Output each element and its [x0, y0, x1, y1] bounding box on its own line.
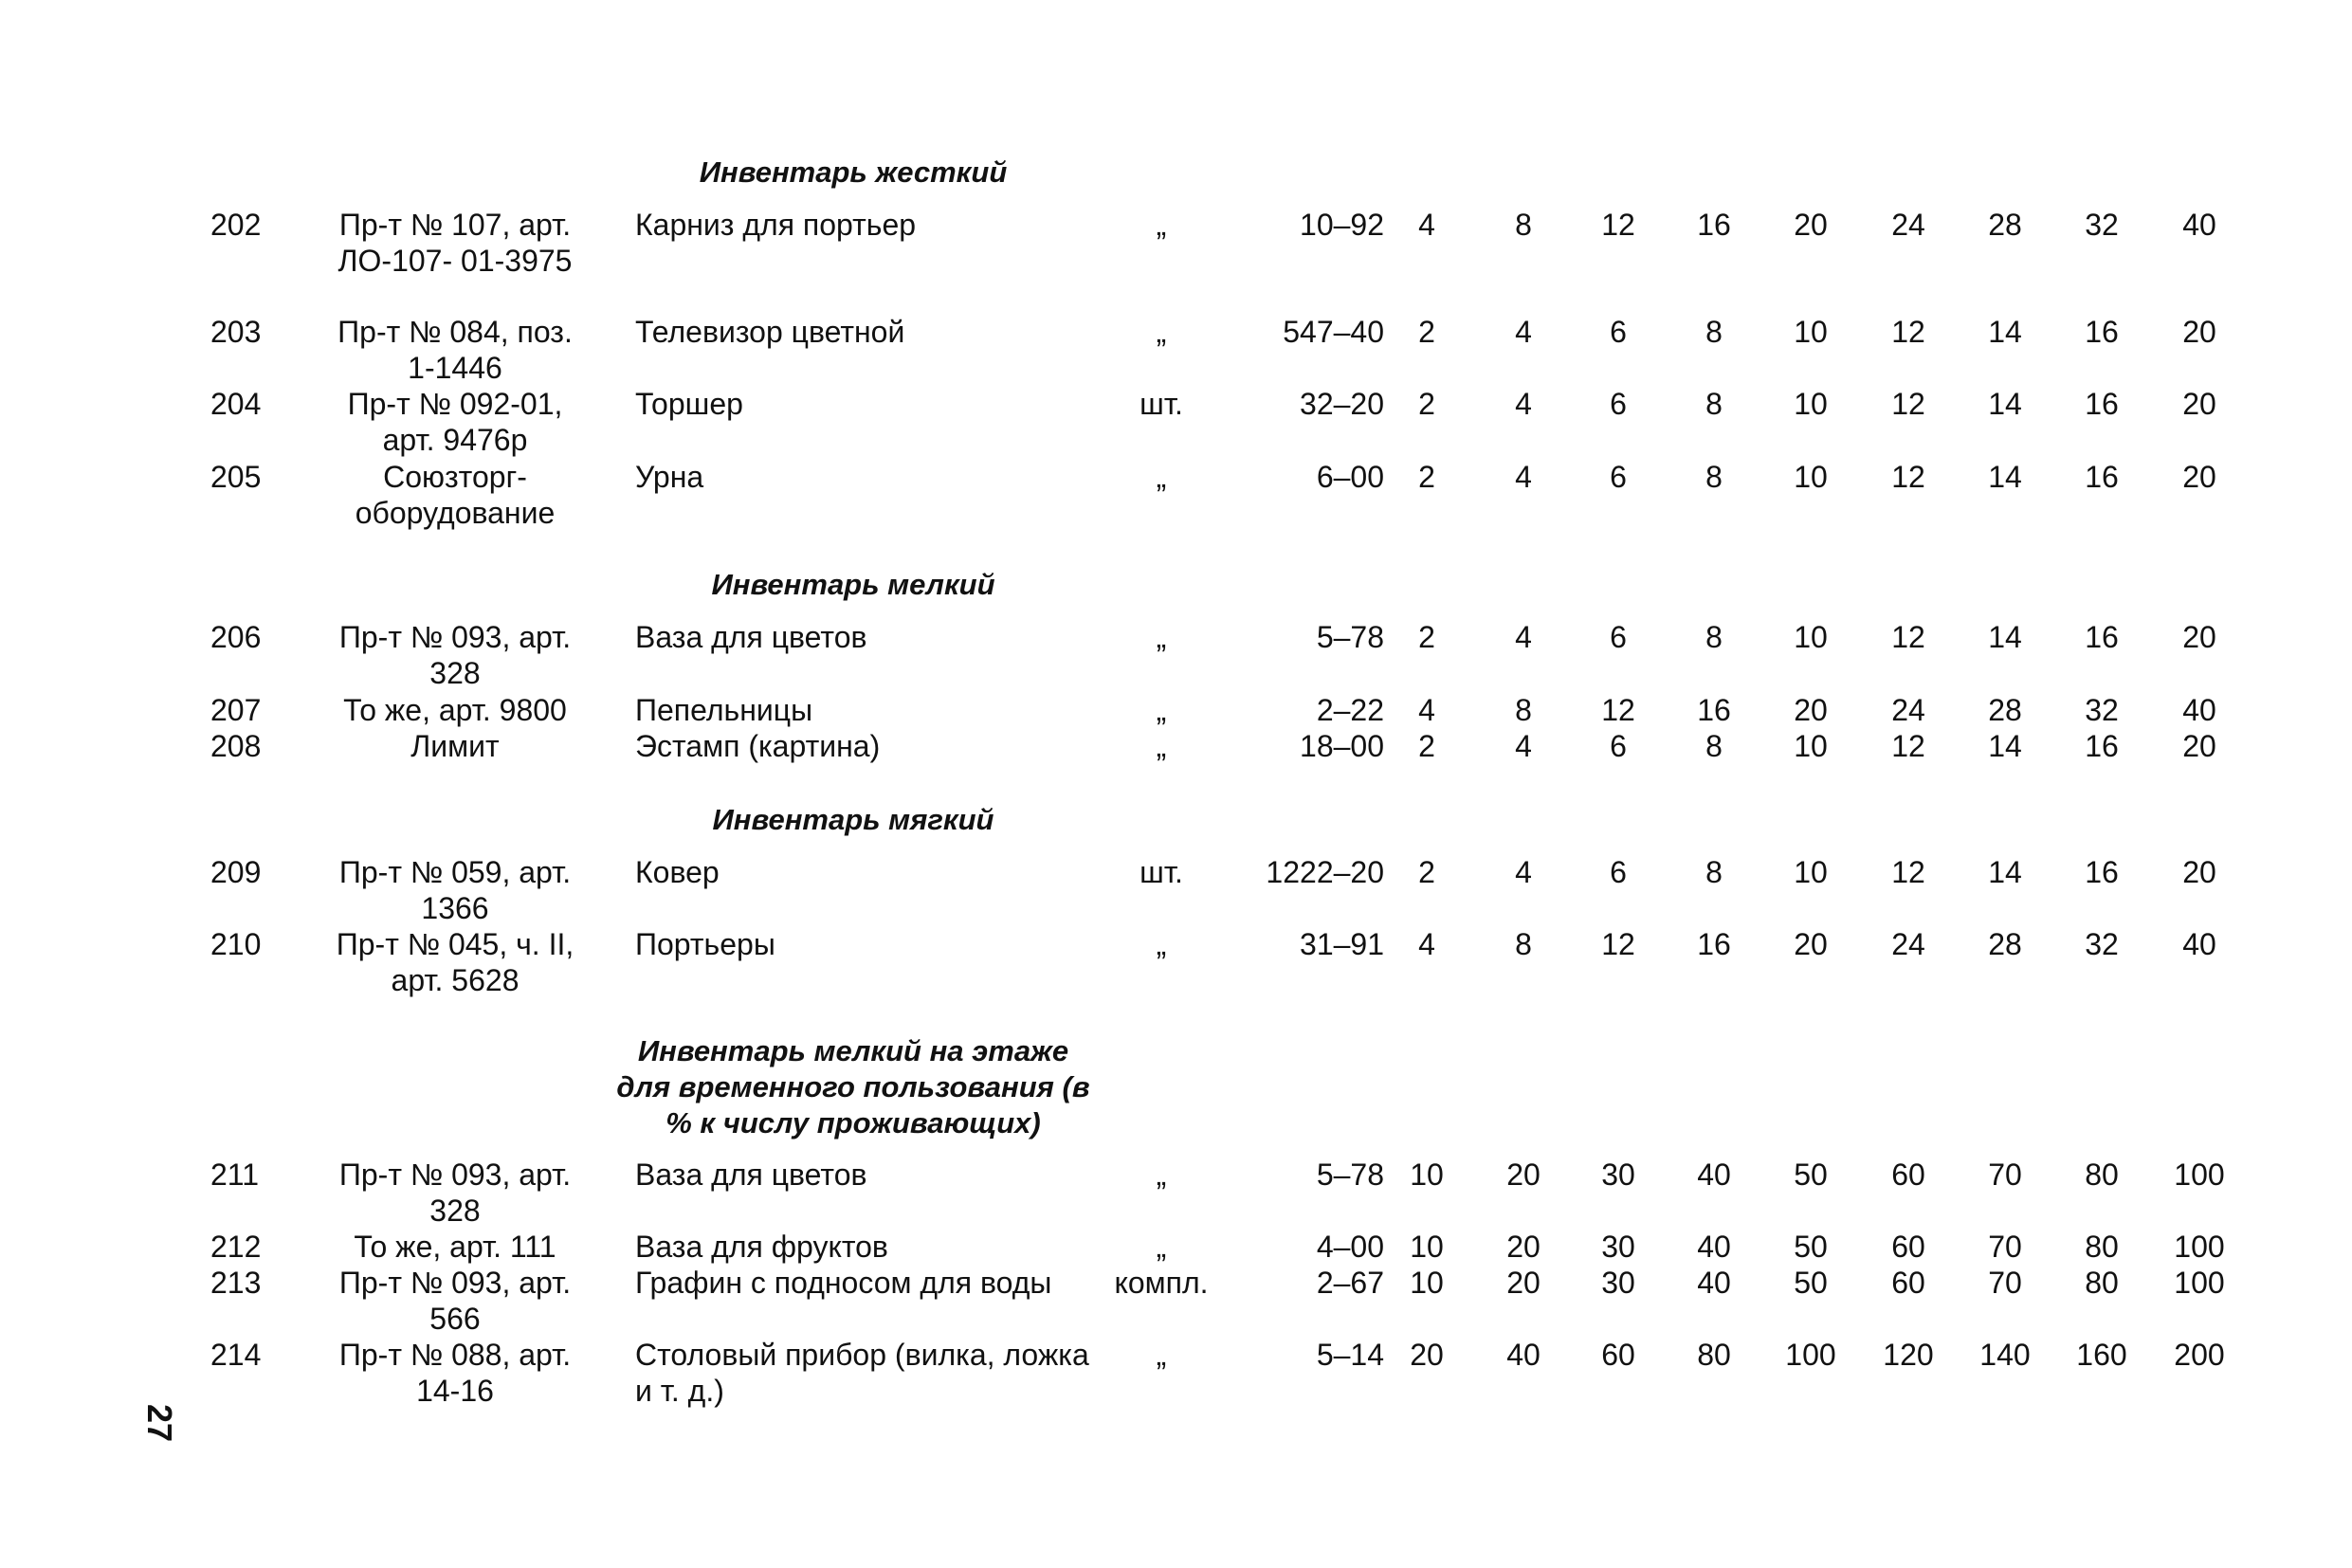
- row-quantity: 20: [2182, 315, 2216, 349]
- row-price: 4–00: [1316, 1230, 1384, 1264]
- row-quantity: 24: [1891, 927, 1925, 961]
- row-quantity: 60: [1891, 1158, 1925, 1192]
- row-quantity: 50: [1794, 1158, 1828, 1192]
- row-quantity: 32: [2085, 927, 2119, 961]
- row-unit: „: [1156, 620, 1167, 654]
- row-quantity: 8: [1705, 729, 1723, 763]
- row-quantity: 10: [1410, 1266, 1444, 1300]
- row-unit: компл.: [1114, 1266, 1209, 1300]
- row-item-name: Пепельницы: [635, 693, 813, 727]
- row-quantity: 40: [1697, 1230, 1731, 1264]
- section-title: Инвентарь мягкий: [712, 803, 994, 836]
- row-number: 212: [210, 1230, 262, 1264]
- row-quantity: 2: [1418, 387, 1435, 421]
- row-quantity: 6: [1610, 620, 1627, 654]
- row-quantity: 12: [1891, 729, 1925, 763]
- row-quantity: 60: [1891, 1230, 1925, 1264]
- row-unit: шт.: [1140, 387, 1183, 421]
- row-quantity: 16: [1697, 927, 1731, 961]
- row-unit: шт.: [1140, 855, 1183, 889]
- row-item-name: Ваза для цветов: [635, 1158, 867, 1192]
- row-quantity: 4: [1515, 315, 1532, 349]
- row-quantity: 2: [1418, 729, 1435, 763]
- row-quantity: 8: [1515, 208, 1532, 242]
- row-quantity: 24: [1891, 693, 1925, 727]
- row-quantity: 2: [1418, 460, 1435, 494]
- row-quantity: 50: [1794, 1230, 1828, 1264]
- row-source: Союзторг- оборудование: [355, 460, 556, 530]
- row-quantity: 100: [2174, 1266, 2225, 1300]
- row-price: 547–40: [1283, 315, 1384, 349]
- row-quantity: 4: [1418, 693, 1435, 727]
- page-number: 27: [140, 1403, 180, 1443]
- row-source: Пр-т № 093, арт. 566: [338, 1266, 572, 1336]
- row-quantity: 8: [1515, 927, 1532, 961]
- row-quantity: 8: [1705, 855, 1723, 889]
- row-price: 5–78: [1316, 620, 1384, 654]
- row-number: 208: [210, 729, 262, 763]
- row-quantity: 30: [1601, 1266, 1635, 1300]
- row-quantity: 30: [1601, 1158, 1635, 1192]
- row-quantity: 32: [2085, 208, 2119, 242]
- row-quantity: 10: [1794, 315, 1828, 349]
- row-quantity: 100: [1785, 1338, 1836, 1372]
- row-quantity: 60: [1891, 1266, 1925, 1300]
- row-quantity: 100: [2174, 1158, 2225, 1192]
- row-quantity: 12: [1891, 855, 1925, 889]
- row-quantity: 4: [1418, 927, 1435, 961]
- row-quantity: 120: [1883, 1338, 1934, 1372]
- row-quantity: 14: [1988, 620, 2022, 654]
- row-unit: „: [1156, 1230, 1167, 1264]
- row-quantity: 20: [2182, 460, 2216, 494]
- row-quantity: 200: [2174, 1338, 2225, 1372]
- row-price: 1222–20: [1266, 855, 1384, 889]
- row-quantity: 28: [1988, 208, 2022, 242]
- row-quantity: 6: [1610, 855, 1627, 889]
- row-quantity: 6: [1610, 729, 1627, 763]
- row-unit: „: [1156, 460, 1167, 494]
- row-item-name: Торшер: [635, 387, 743, 421]
- row-quantity: 12: [1891, 315, 1925, 349]
- row-quantity: 140: [1979, 1338, 2031, 1372]
- row-quantity: 2: [1418, 620, 1435, 654]
- row-quantity: 20: [1410, 1338, 1444, 1372]
- row-price: 5–78: [1316, 1158, 1384, 1192]
- row-quantity: 20: [1506, 1266, 1541, 1300]
- row-item-name: Столовый прибор (вилка, ложка и т. д.): [635, 1338, 1089, 1408]
- row-price: 2–67: [1316, 1266, 1384, 1300]
- row-quantity: 70: [1988, 1230, 2022, 1264]
- row-quantity: 16: [2085, 315, 2119, 349]
- row-price: 31–91: [1300, 927, 1384, 961]
- row-quantity: 16: [2085, 620, 2119, 654]
- row-quantity: 20: [1506, 1158, 1541, 1192]
- row-price: 6–00: [1316, 460, 1384, 494]
- row-quantity: 20: [2182, 729, 2216, 763]
- row-quantity: 12: [1601, 693, 1635, 727]
- row-quantity: 20: [1506, 1230, 1541, 1264]
- row-quantity: 6: [1610, 460, 1627, 494]
- row-quantity: 30: [1601, 1230, 1635, 1264]
- row-quantity: 16: [2085, 460, 2119, 494]
- row-quantity: 12: [1601, 208, 1635, 242]
- row-quantity: 10: [1794, 387, 1828, 421]
- row-quantity: 16: [1697, 693, 1731, 727]
- row-quantity: 14: [1988, 729, 2022, 763]
- row-source: Пр-т № 107, арт. ЛО-107- 01-3975: [337, 208, 573, 278]
- row-number: 214: [210, 1338, 262, 1372]
- row-quantity: 12: [1891, 460, 1925, 494]
- row-quantity: 10: [1410, 1230, 1444, 1264]
- row-quantity: 8: [1705, 387, 1723, 421]
- row-quantity: 40: [1506, 1338, 1541, 1372]
- table-row: [0, 459, 2352, 573]
- row-quantity: 40: [2182, 927, 2216, 961]
- row-item-name: Эстамп (картина): [635, 729, 881, 763]
- row-source: Пр-т № 084, поз. 1-1446: [337, 315, 573, 385]
- row-quantity: 20: [2182, 620, 2216, 654]
- row-number: 209: [210, 855, 262, 889]
- table-row: [0, 207, 2352, 320]
- row-quantity: 6: [1610, 387, 1627, 421]
- row-quantity: 50: [1794, 1266, 1828, 1300]
- row-quantity: 80: [2085, 1266, 2119, 1300]
- row-quantity: 28: [1988, 693, 2022, 727]
- row-number: 213: [210, 1266, 262, 1300]
- row-quantity: 28: [1988, 927, 2022, 961]
- row-unit: „: [1156, 693, 1167, 727]
- table-row: [0, 1337, 2352, 1450]
- row-quantity: 20: [2182, 387, 2216, 421]
- row-number: 211: [210, 1158, 260, 1192]
- row-number: 202: [210, 208, 262, 242]
- row-quantity: 80: [1697, 1338, 1731, 1372]
- row-quantity: 60: [1601, 1338, 1635, 1372]
- row-quantity: 160: [2076, 1338, 2127, 1372]
- row-quantity: 4: [1418, 208, 1435, 242]
- row-quantity: 40: [1697, 1158, 1731, 1192]
- table-row: [0, 926, 2352, 1040]
- section-title: Инвентарь жесткий: [699, 155, 1008, 189]
- row-quantity: 10: [1794, 729, 1828, 763]
- row-quantity: 4: [1515, 620, 1532, 654]
- row-price: 10–92: [1300, 208, 1384, 242]
- row-quantity: 2: [1418, 315, 1435, 349]
- row-quantity: 12: [1601, 927, 1635, 961]
- row-number: 210: [210, 927, 262, 961]
- row-quantity: 16: [2085, 855, 2119, 889]
- row-quantity: 14: [1988, 460, 2022, 494]
- row-unit: „: [1156, 729, 1167, 763]
- row-quantity: 24: [1891, 208, 1925, 242]
- row-quantity: 70: [1988, 1266, 2022, 1300]
- row-quantity: 8: [1705, 460, 1723, 494]
- row-quantity: 70: [1988, 1158, 2022, 1192]
- row-number: 207: [210, 693, 262, 727]
- row-quantity: 40: [1697, 1266, 1731, 1300]
- row-source: Пр-т № 093, арт. 328: [338, 1158, 572, 1228]
- row-quantity: 10: [1794, 620, 1828, 654]
- row-source: Пр-т № 088, арт. 14-16: [338, 1338, 572, 1408]
- row-unit: „: [1156, 208, 1167, 242]
- row-price: 32–20: [1300, 387, 1384, 421]
- row-quantity: 20: [2182, 855, 2216, 889]
- row-quantity: 16: [1697, 208, 1731, 242]
- row-item-name: Телевизор цветной: [635, 315, 905, 349]
- row-quantity: 6: [1610, 315, 1627, 349]
- section-title: Инвентарь мелкий: [711, 568, 995, 601]
- row-quantity: 4: [1515, 387, 1532, 421]
- row-source: Пр-т № 059, арт. 1366: [338, 855, 572, 925]
- row-quantity: 32: [2085, 693, 2119, 727]
- row-quantity: 4: [1515, 460, 1532, 494]
- row-item-name: Графин с подносом для воды: [635, 1266, 1052, 1300]
- row-price: 2–22: [1316, 693, 1384, 727]
- row-quantity: 80: [2085, 1230, 2119, 1264]
- row-source: То же, арт. 111: [354, 1230, 556, 1264]
- row-quantity: 16: [2085, 729, 2119, 763]
- row-number: 205: [210, 460, 262, 494]
- row-item-name: Ковер: [635, 855, 720, 889]
- row-quantity: 10: [1794, 460, 1828, 494]
- row-quantity: 20: [1794, 208, 1828, 242]
- row-quantity: 14: [1988, 387, 2022, 421]
- row-quantity: 16: [2085, 387, 2119, 421]
- row-quantity: 8: [1705, 620, 1723, 654]
- row-unit: „: [1156, 927, 1167, 961]
- row-price: 5–14: [1316, 1338, 1384, 1372]
- row-unit: „: [1156, 315, 1167, 349]
- row-quantity: 4: [1515, 855, 1532, 889]
- section-title: Инвентарь мелкий на этаже для временного пользования (в % к числу проживающих): [616, 1034, 1090, 1140]
- row-quantity: 12: [1891, 387, 1925, 421]
- row-quantity: 100: [2174, 1230, 2225, 1264]
- row-quantity: 40: [2182, 208, 2216, 242]
- row-quantity: 2: [1418, 855, 1435, 889]
- row-number: 203: [210, 315, 262, 349]
- row-source: Пр-т № 092-01, арт. 9476р: [347, 387, 563, 457]
- row-quantity: 4: [1515, 729, 1532, 763]
- row-unit: „: [1156, 1338, 1167, 1372]
- row-item-name: Портьеры: [635, 927, 775, 961]
- row-quantity: 14: [1988, 855, 2022, 889]
- row-quantity: 14: [1988, 315, 2022, 349]
- row-quantity: 10: [1794, 855, 1828, 889]
- row-quantity: 12: [1891, 620, 1925, 654]
- row-source: Лимит: [410, 729, 500, 763]
- row-item-name: Ваза для фруктов: [635, 1230, 888, 1264]
- row-quantity: 40: [2182, 693, 2216, 727]
- row-unit: „: [1156, 1158, 1167, 1192]
- row-quantity: 8: [1705, 315, 1723, 349]
- row-source: Пр-т № 093, арт. 328: [338, 620, 572, 690]
- row-source: Пр-т № 045, ч. II, арт. 5628: [336, 927, 574, 997]
- row-price: 18–00: [1300, 729, 1384, 763]
- table-row: [0, 728, 2352, 842]
- row-source: То же, арт. 9800: [343, 693, 567, 727]
- row-quantity: 80: [2085, 1158, 2119, 1192]
- row-number: 206: [210, 620, 262, 654]
- row-quantity: 20: [1794, 693, 1828, 727]
- row-quantity: 20: [1794, 927, 1828, 961]
- row-number: 204: [210, 387, 262, 421]
- row-quantity: 10: [1410, 1158, 1444, 1192]
- row-quantity: 8: [1515, 693, 1532, 727]
- row-item-name: Карниз для портьер: [635, 208, 917, 242]
- row-item-name: Ваза для цветов: [635, 620, 867, 654]
- row-item-name: Урна: [635, 460, 704, 494]
